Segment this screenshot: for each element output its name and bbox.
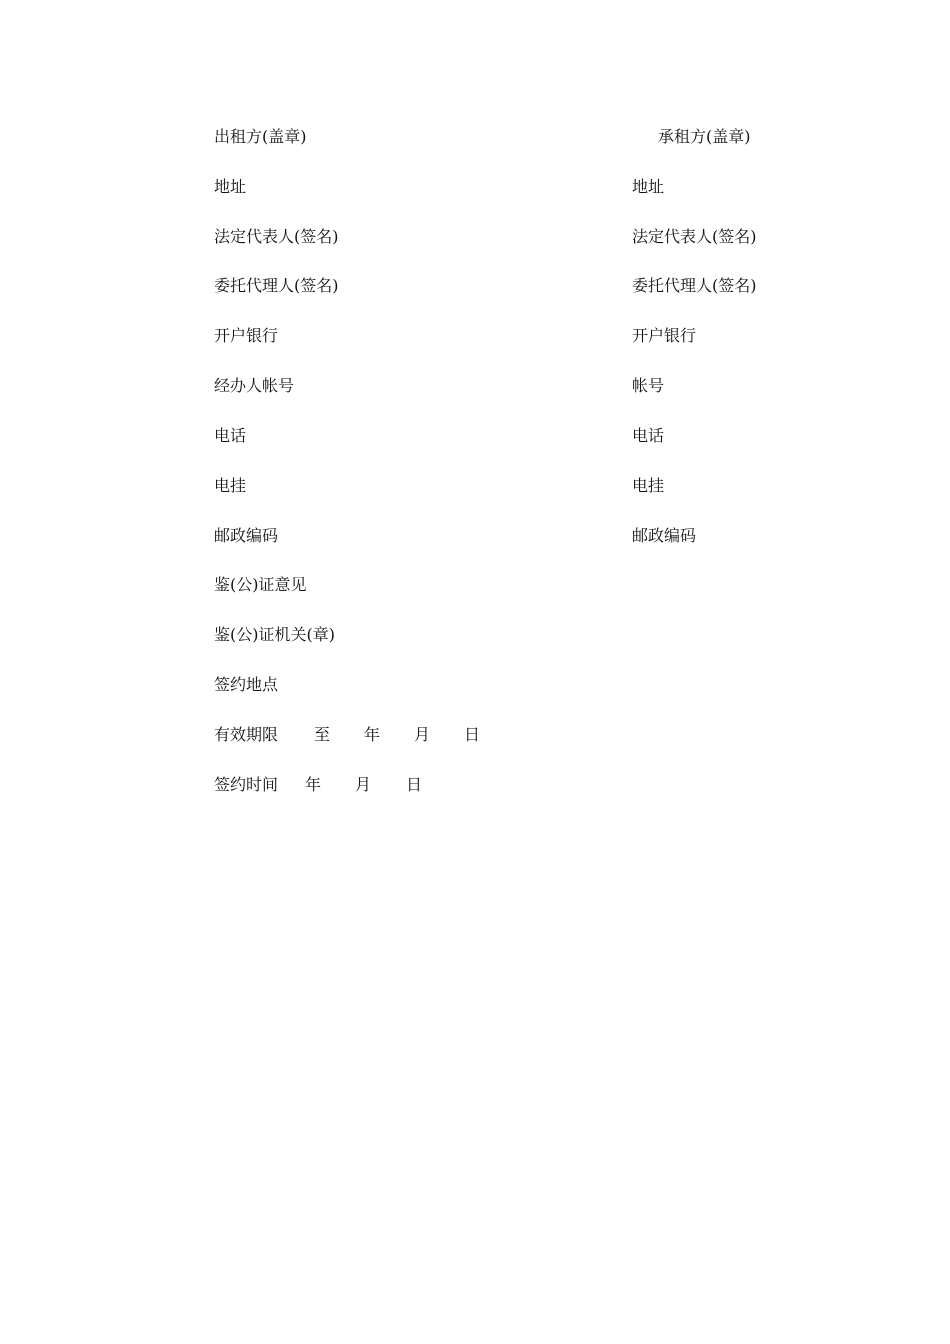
validity-period-label: 有效期限 (214, 725, 279, 744)
signing-place-label: 签约地点 (214, 675, 279, 694)
lessee-telegraph-label: 电挂 (632, 476, 665, 495)
signing-time-label: 签约时间 (214, 775, 279, 794)
lessor-phone-label: 电话 (214, 426, 247, 445)
lessor-telegraph-label: 电挂 (214, 476, 247, 495)
lessor-legal-representative-label: 法定代表人(签名) (214, 227, 339, 246)
lessee-address-label: 地址 (632, 177, 665, 196)
lessee-phone-label: 电话 (632, 426, 665, 445)
lessee-account-label: 帐号 (632, 376, 665, 395)
lessor-bank-label: 开户银行 (214, 326, 279, 345)
notary-office-label: 鉴(公)证机关(章) (214, 625, 335, 644)
signing-year-label: 年 (305, 775, 322, 794)
validity-day-label: 日 (464, 725, 481, 744)
lessor-handler-account-label: 经办人帐号 (214, 376, 295, 395)
signing-day-label: 日 (406, 775, 423, 794)
validity-year-label: 年 (364, 725, 381, 744)
notary-opinion-label: 鉴(公)证意见 (214, 575, 307, 594)
validity-to-label: 至 (314, 725, 331, 744)
signing-month-label: 月 (355, 775, 372, 794)
validity-month-label: 月 (414, 725, 431, 744)
lessee-seal-label: 承租方(盖章) (658, 127, 751, 146)
lessor-agent-label: 委托代理人(签名) (214, 276, 339, 295)
lessee-agent-label: 委托代理人(签名) (632, 276, 757, 295)
lessee-legal-representative-label: 法定代表人(签名) (632, 227, 757, 246)
lessor-seal-label: 出租方(盖章) (214, 127, 307, 146)
lessor-address-label: 地址 (214, 177, 247, 196)
lessee-bank-label: 开户银行 (632, 326, 697, 345)
lessor-postal-code-label: 邮政编码 (214, 526, 279, 545)
lessee-postal-code-label: 邮政编码 (632, 526, 697, 545)
